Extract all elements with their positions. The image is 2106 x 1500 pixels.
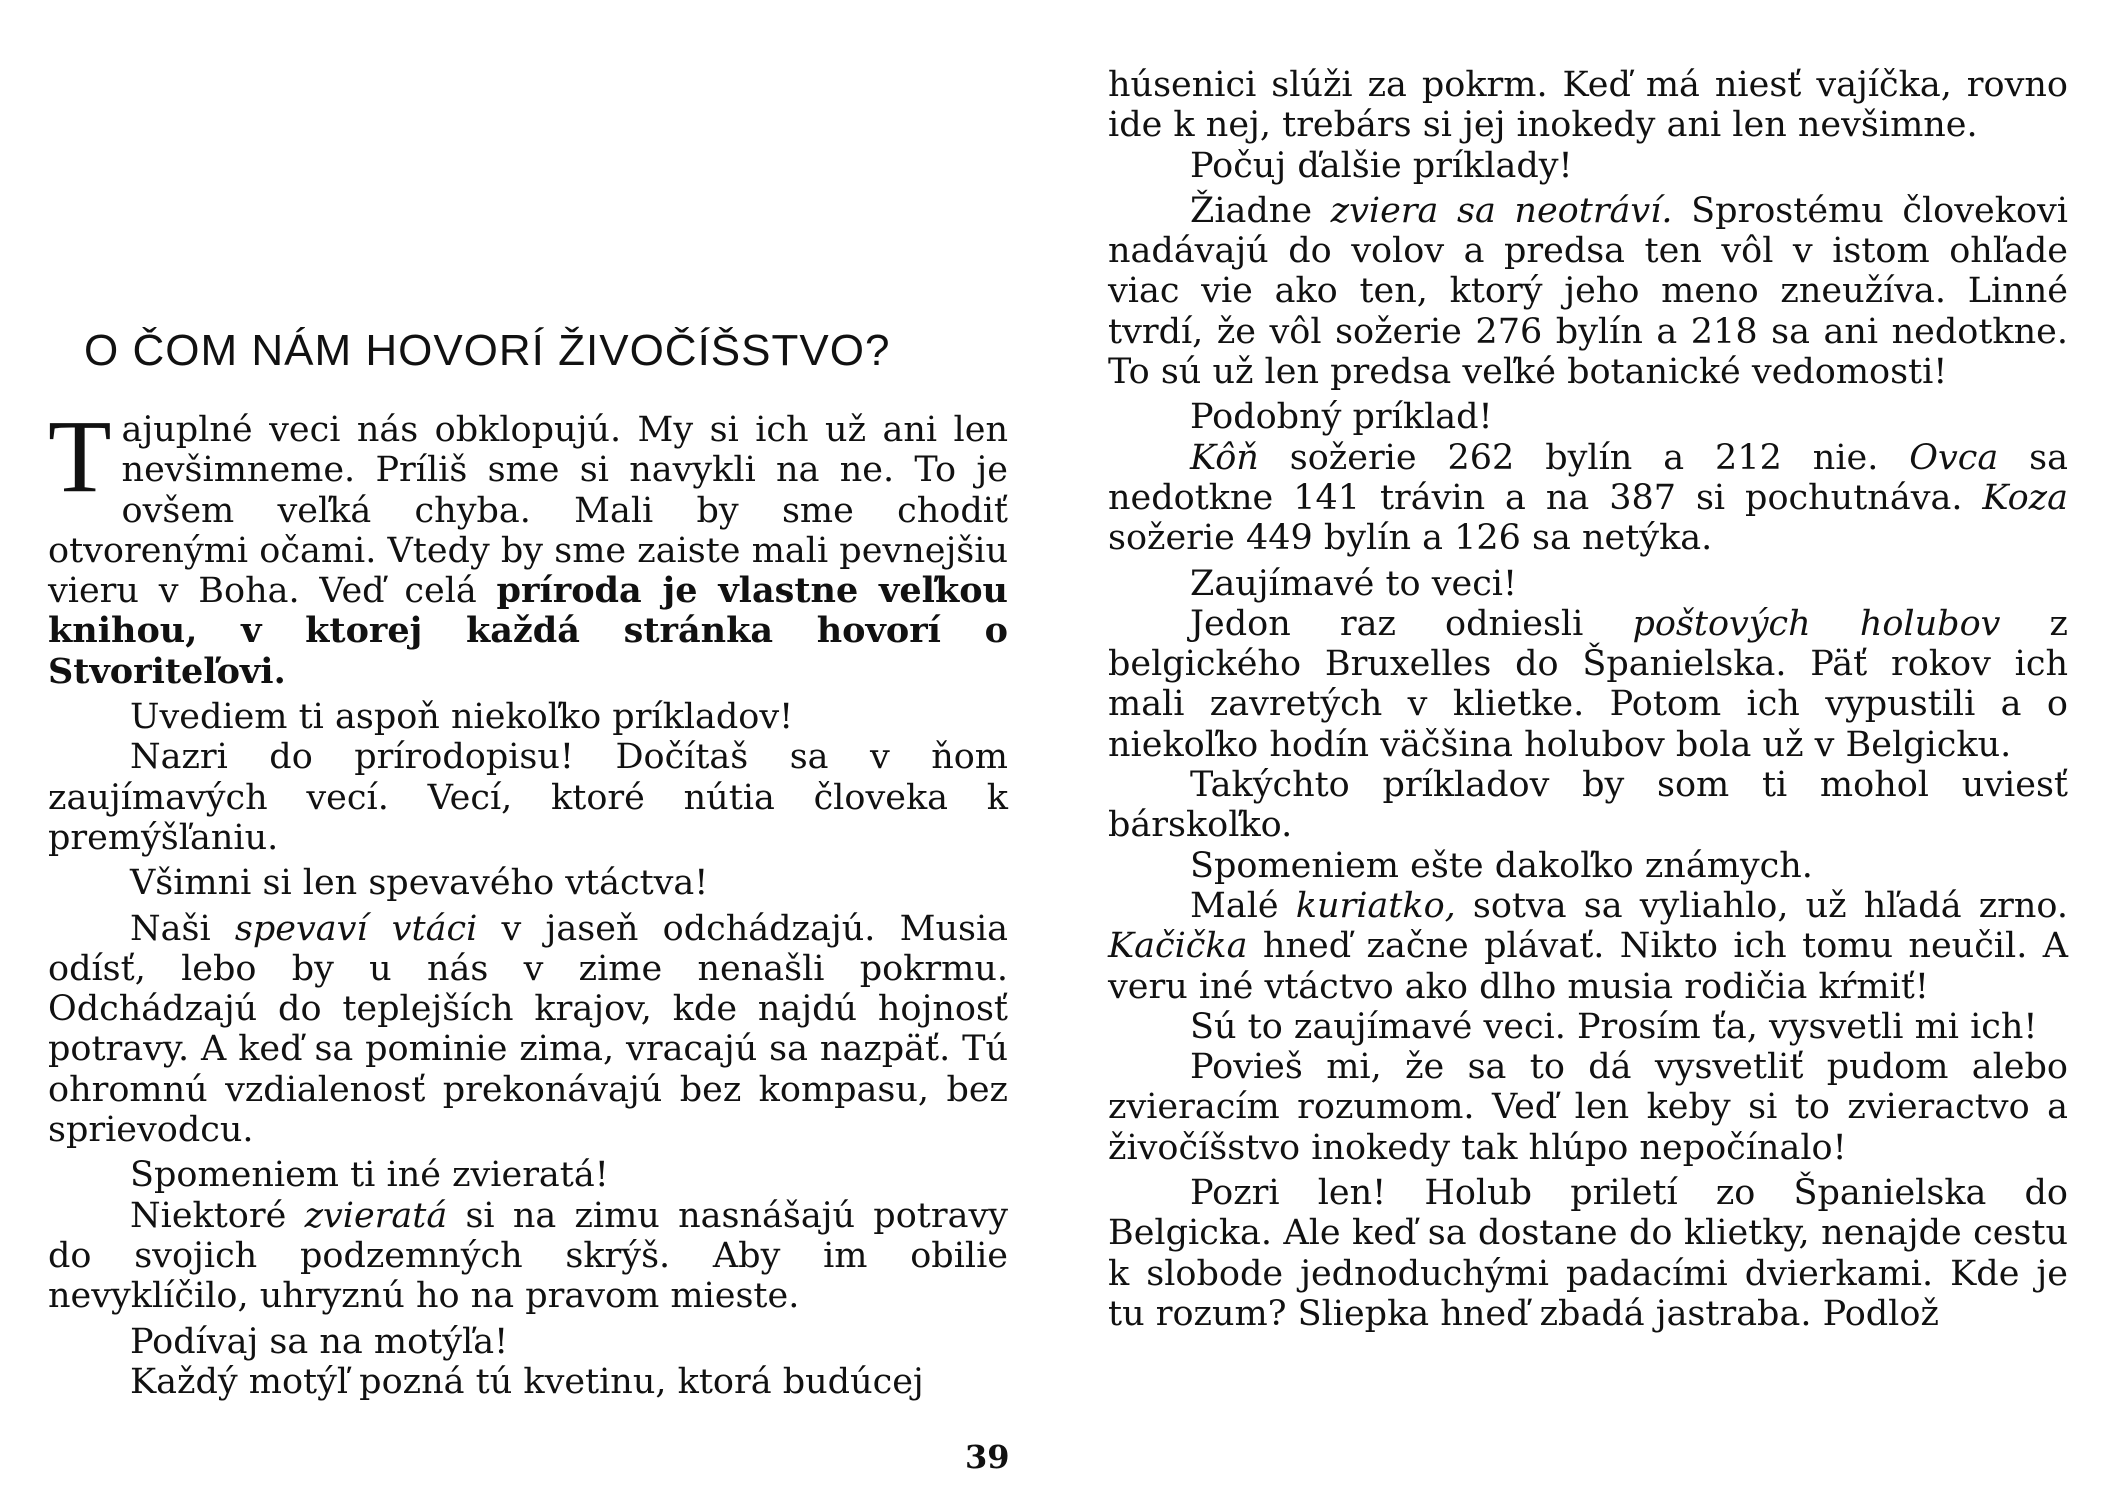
text-span: hneď začne plávať. Nikto ich tomu neučil. A veru iné vtáctvo ako dlho musia rodičia kŕmiť! [1108,926,2068,1007]
paragraph-zaujimave: Zaujímavé to veci! [1190,563,1518,604]
italic-term: Kačička [1108,926,1248,967]
paragraph-birds [48,909,1008,1151]
paragraph-su: Sú to zaujímavé veci. Prosím ťa, vysvetli mi ich! [1190,1006,2038,1047]
text-span: sotva sa vyliahlo, už hľadá zrno. [1455,885,2068,926]
text-span: Niektoré [130,1195,305,1236]
paragraph-ziadne [1108,191,2068,392]
italic-term: zvieratá [304,1195,448,1236]
italic-term: Kôň [1190,437,1259,478]
text-span: Sprostému človekovi nadávajú do volov a predsa ten vôl v istom ohľade viac vie ako ten, ktorý jeho meno zneužíva. Linné tvrdí, že vôl sožerie 276 bylín a 218 sa ani nedotkne. To sú už len predsa veľké botanické vedomosti! [1108,190,2068,393]
italic-term: kuriatko, [1295,885,1456,926]
paragraph-spomeniem: Spomeniem ti iné zvieratá! [130,1155,609,1196]
text-span: sožerie 449 bylín a 126 sa netýka. [1108,518,1713,559]
italic-term: Ovca [1909,437,1999,478]
paragraph-kon [1108,438,2068,559]
paragraph-podivaj: Podívaj sa na motýľa! [130,1321,509,1362]
italic-term: zviera sa neotráví. [1330,190,1673,231]
paragraph-podobny: Podobný príklad! [1190,397,1493,438]
text-span: v jaseň odchádzajú. Musia odísť, lebo by u nás v zime nenašli pokrmu. Odchádzajú do teplejších krajov, kde najdú hojnosť potravy. A keď sa pominie zima, vracajú sa nazpäť. Tú ohromnú vzdialenosť prekonávajú bez kompasu, bez sprievodcu. [48,908,1009,1151]
paragraph-husenici: húsenici slúži za pokrm. Keď má niesť vajíčka, rovno ide k nej, trebárs si jej inokedy ani len nevšimne. [1108,65,2068,146]
right-page [1053,0,2106,1500]
paragraph-jedon [1108,604,2068,765]
text-span: Naši [130,908,235,949]
paragraph-male [1108,886,2068,1007]
right-page-text [1108,65,2068,1334]
text-span: Malé [1190,885,1296,926]
chapter-heading: O ČOM NÁM HOVORÍ ŽIVOČÍŠSTVO? [84,326,891,375]
text-span: z belgického Bruxelles do Španielska. Päť rokov ich mali zavretých v klietke. Potom ich vypustili a o niekoľko hodín väčšina holubov bola už v Belgicku. [1108,603,2068,765]
paragraph-examples: Uvediem ti aspoň niekoľko príkladov! [130,697,794,738]
text-span: sožerie 262 bylín a 212 nie. [1258,437,1910,478]
left-page-text [48,399,1009,1402]
text-span: sa nedotkne 141 trávin a na 387 si pochutnáva. [1108,437,2068,518]
paragraph-povies: Povieš mi, že sa to dá vysvetliť pudom alebo zvieracím rozumom. Veď len keby si to zvieractvo a živočíšstvo inokedy tak hlúpo nepočínalo! [1108,1047,2068,1168]
paragraph-pozri: Pozri len! Holub priletí zo Španielska do Belgicka. Ale keď sa dostane do klietky, nenajde cestu k slobode jednoduchými padacími dvierkami. Kde je tu rozum? Sliepka hneď zbadá jastraba. Podlož [1108,1173,2068,1334]
drop-cap: T [48,399,112,514]
italic-term: spevaví vtáci [234,908,478,949]
intro-bold-text: príroda je vlastne veľkou knihou, v ktorej každá stránka hovorí o Stvoriteľovi. [48,570,1008,692]
italic-term: Koza [1982,477,2068,518]
text-span: Jedon raz odniesli [1190,603,1633,644]
paragraph-nazri: Nazri do prírodopisu! Dočítaš sa v ňom zaujímavých vecí. Vecí, ktoré nútia človeka k premýšľaniu. [48,737,1008,858]
paragraph-spomeniem-este: Spomeniem ešte dakoľko známych. [1190,845,1813,886]
text-span: si na zimu nasnášajú potravy do svojich podzemných skrýš. Aby im obilie nevyklíčilo, uhryznú ho na pravom mieste. [48,1195,1008,1317]
paragraph-vsimni: Všimni si len spevavého vtáctva! [130,863,709,904]
paragraph-animals [48,1196,1008,1317]
paragraph-kazdy: Každý motýľ pozná tú kvetinu, ktorá budúcej [130,1361,924,1402]
italic-term: poštových holubov [1632,603,2001,644]
intro-text: ajuplné veci nás obklopujú. My si ich už ani len nevšimneme. Príliš sme si navykli na ne. To je ovšem veľká chyba. Mali by sme chodiť otvorenými očami. Vtedy by sme zaiste mali pevnejšiu vieru v Boha. Veď celá [48,410,1008,612]
intro-paragraph [48,399,1008,692]
page-number: 39 [965,1438,1010,1476]
text-span: Žiadne [1190,190,1331,231]
paragraph-takychto: Takýchto príkladov by som ti mohol uviesť bárskoľko. [1108,765,2068,846]
paragraph-pocuj: Počuj ďalšie príklady! [1190,145,1573,186]
